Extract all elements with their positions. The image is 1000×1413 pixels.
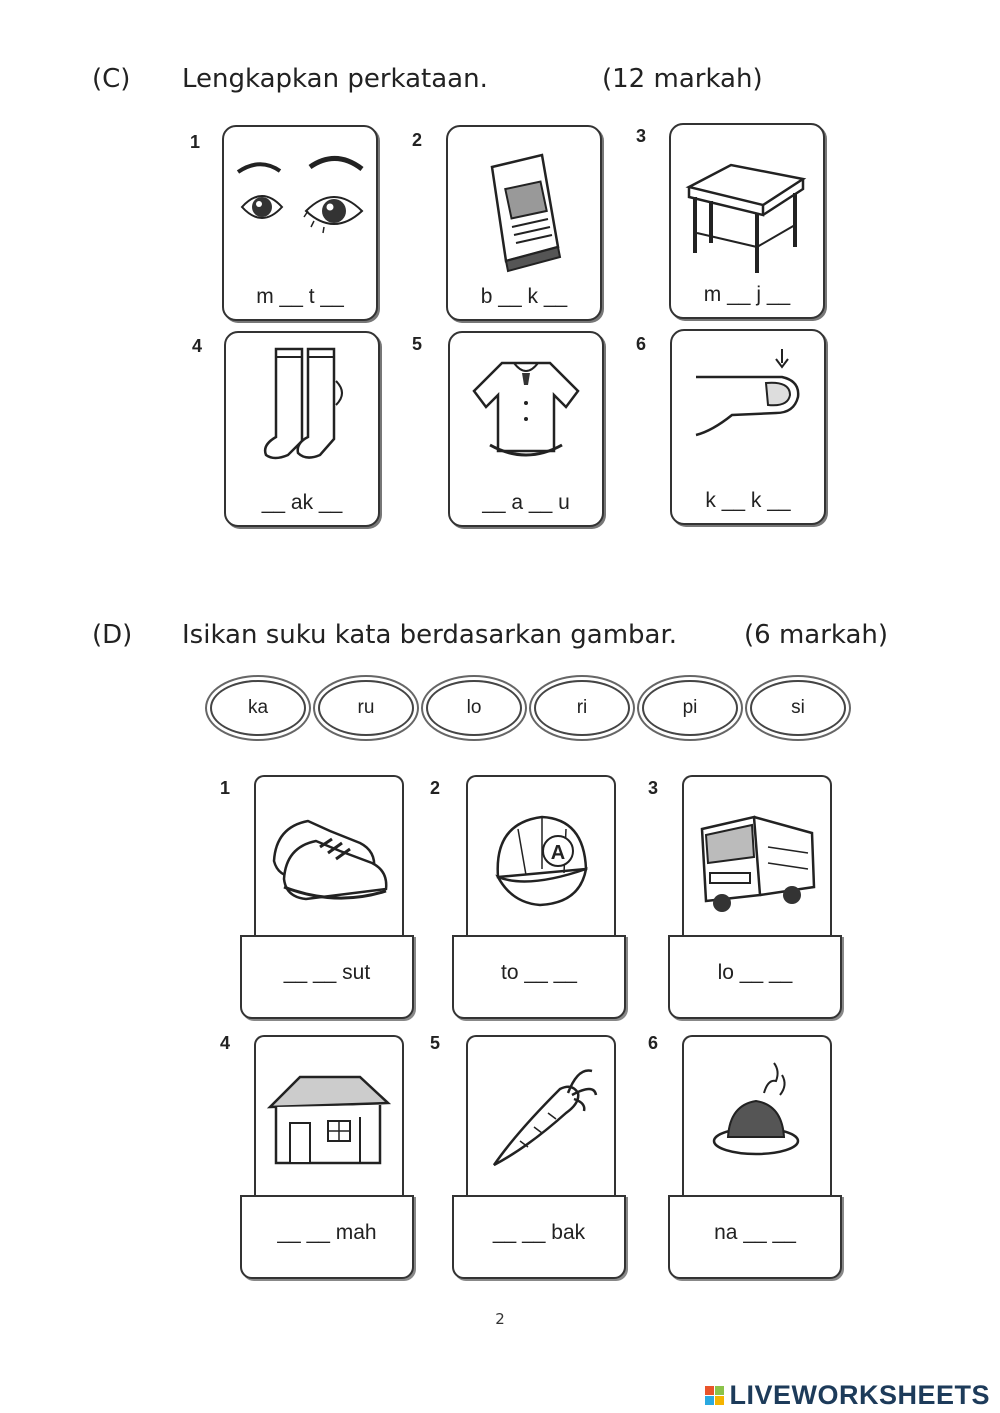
item-number: 5 (430, 1033, 441, 1053)
item-number: 1 (220, 778, 231, 798)
carrot-icon (468, 1037, 614, 1197)
cap-letter: A (550, 842, 566, 864)
house-icon (256, 1037, 402, 1197)
tab-house (240, 1035, 415, 1280)
card-eyes (222, 125, 378, 321)
card-socks (224, 331, 380, 527)
word-blank[interactable]: __ __ bak (492, 1221, 586, 1244)
table-icon (671, 125, 823, 275)
syllable-ka[interactable]: ka (210, 680, 306, 736)
syllable-si[interactable]: si (750, 680, 846, 736)
word-blank[interactable]: k __ k __ (705, 489, 791, 512)
lorry-icon (684, 777, 830, 937)
syllable-pi[interactable]: pi (642, 680, 738, 736)
card-table (669, 123, 825, 319)
tab-rice (668, 1035, 843, 1280)
card-fingernail (670, 329, 826, 525)
card-book (446, 125, 602, 321)
word-blank[interactable]: __ ak __ (261, 491, 343, 514)
word-blank[interactable]: m __ j __ (703, 283, 791, 306)
syllable-lo[interactable]: lo (426, 680, 522, 736)
word-blank[interactable]: __ __ sut (283, 961, 371, 984)
word-blank[interactable]: to __ __ (501, 961, 577, 984)
tab-cap (452, 775, 627, 1020)
brand-name: LIVEWORKSHEETS (729, 1380, 990, 1410)
tab-shoes (240, 775, 415, 1020)
item-number: 6 (648, 1033, 659, 1053)
tab-carrot (452, 1035, 627, 1280)
section-c-title: Lengkapkan perkataan. (182, 64, 488, 94)
word-blank[interactable]: __ a __ u (482, 491, 570, 514)
eyes-icon (224, 127, 376, 277)
cap-icon (468, 777, 614, 937)
card-shirt (448, 331, 604, 527)
word-blank[interactable]: b __ k __ (480, 285, 568, 308)
item-number: 6 (636, 334, 647, 354)
section-c-marks: (12 markah) (602, 64, 763, 94)
tab-lorry (668, 775, 843, 1020)
word-blank[interactable]: m __ t __ (256, 285, 344, 308)
socks-icon (226, 333, 378, 483)
word-blank[interactable]: na __ __ (714, 1221, 796, 1244)
item-number: 1 (190, 132, 201, 152)
word-blank[interactable]: lo __ __ (717, 961, 793, 984)
item-number: 5 (412, 334, 423, 354)
word-blank[interactable]: __ __ mah (277, 1221, 377, 1244)
item-number: 2 (430, 778, 441, 798)
liveworksheets-logo-icon (705, 1386, 724, 1405)
book-icon (448, 127, 600, 277)
item-number: 4 (192, 336, 203, 356)
item-number: 2 (412, 130, 423, 150)
item-number: 4 (220, 1033, 231, 1053)
rice-icon (684, 1037, 830, 1197)
section-d-title: Isikan suku kata berdasarkan gambar. (182, 620, 678, 650)
section-c-label: (C) (92, 64, 131, 94)
syllable-ru[interactable]: ru (318, 680, 414, 736)
fingernail-icon (672, 331, 824, 481)
page-number: 2 (495, 1310, 505, 1328)
item-number: 3 (648, 778, 659, 798)
item-number: 3 (636, 126, 647, 146)
shoes-icon (256, 777, 402, 937)
syllable-ri[interactable]: ri (534, 680, 630, 736)
section-d-marks: (6 markah) (744, 620, 889, 650)
section-d-label: (D) (92, 620, 133, 650)
shirt-icon (450, 333, 602, 483)
liveworksheets-brand[interactable] (705, 1380, 990, 1411)
